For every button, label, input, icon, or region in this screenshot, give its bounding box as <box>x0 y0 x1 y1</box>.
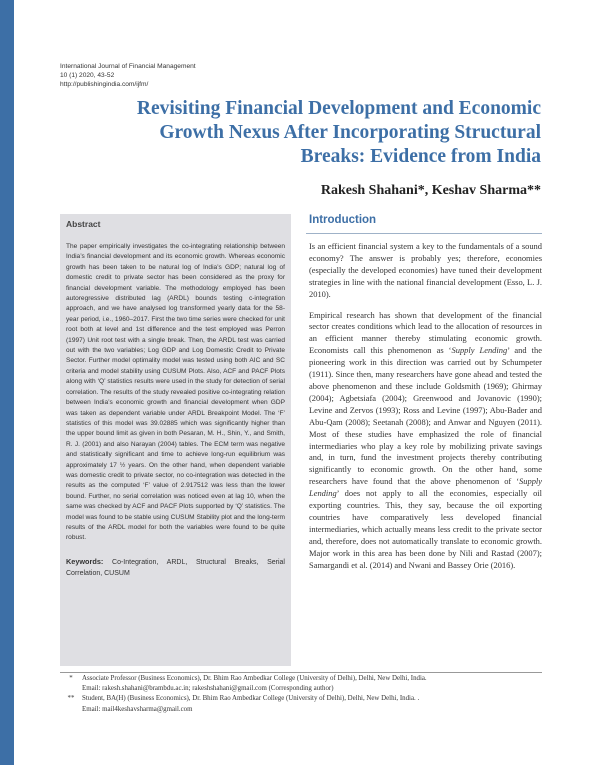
footnote-1-email: Email: rakesh.shahani@brambdu.ac.in; rakeshshahani@gmail.com (Corresponding author) <box>82 685 334 693</box>
footnote-2-email: Email: mail4keshavsharma@gmail.com <box>82 705 193 713</box>
paper-title <box>71 97 541 169</box>
intro-p2-part-a: Empirical research has shown that development of the financial sector creates conditions which lead to the allocation of resources in an efficient manner thereby stimulating economic growth. Economists call this phenomenon as ‘ <box>309 309 542 356</box>
keywords <box>66 556 285 579</box>
footnotes <box>60 674 542 715</box>
abstract-box <box>60 214 291 666</box>
intro-paragraph-2 <box>309 310 542 572</box>
abstract-body: The paper empirically investigates the co-integrating relationship between India’s financial development and its economic growth. Whereas economic growth has been taken to be natural log of India’s GDP; natural log of domestic credit to private sector has been considered as the proxy for financial development variable. The methodology employed has been autoregressive distributed lag (ARDL) bounds testing c-integration approach, and we have analysed log transformed yearly data for the 58-year period, i.e., 1960–2017. First the two time series were checked for unit root both at level and 1st difference and the test employed was Perron (1997) Unit root test with a single break. Then, the ARDL test was carried out with the two variables; Log GDP and Log Domestic Credit to Private Sector. Further model optimality model was tested using both AIC and SC criteria and model stability using CUSUM Plots. Also, ACF and PACF Plots along with ‘Q’ statistics results were used in the study for detection of serial correlation. The results of the study revealed positive co-integrating relation between India’s economic growth and financial development when GDP was taken as dependent variable under ARDL Breakpoint Model. The ‘F’ statistics of this model was 39.02885 which was significantly higher than the upper bound limit as given in both Pesaran, M. H., Shin, Y., and Smith, R. J. (2001) and also Narayan (2004) tables. The ECM term was negative and statistically significant and time to achieve long-run equilibrium was approximately 17 ½ years. On the other hand, when dependent variable was domestic credit to private sector, no co-integration was detected in the results as the computed ‘F’ value of 2.917512 was less than the lower bound. Further, no serial correlation was noticed even at lag 10, when the same was checked by ACF and PACF Plots supported by ‘Q’ statistics. The model was found to be stable using CUSUM Stability plot and the long-term results of the ARDL model for both the variables were found to be quite robust. <box>66 243 285 542</box>
author-line: Rakesh Shahani*, Keshav Sharma** <box>320 183 541 198</box>
footnote-1-mark: * <box>69 675 73 682</box>
journal-volume: 10 (1) 2020, 43-52 <box>60 71 115 79</box>
footnote-2-mark: ** <box>67 695 75 703</box>
footnote-1 <box>60 674 542 694</box>
intro-p2-part-c: ’ does not apply to all the economies, especially oil exporting countries. This, they say, because the oil exporting countries have comparatively less developed financial intermediaries, which actually means less credit to the private sector and, therefore, does not automatically translate to economic growth. Major work in this area has been done by Nili and Rastad (2007); Samargandi et al. (2014) and Nwani and Bassey Orie (2016). <box>309 488 542 570</box>
supply-lending-term-1: Supply Lending <box>451 345 508 356</box>
introduction-heading: Introduction <box>309 214 377 226</box>
journal-name: International Journal of Financial Management <box>60 63 196 70</box>
footnote-1-affiliation: Associate Professor (Business Economics), Dr. Bhim Rao Ambedkar College (University of Delhi), Delhi, New Delhi, India. <box>82 675 427 682</box>
journal-masthead <box>60 63 310 89</box>
footnote-rule <box>60 672 542 673</box>
intro-p2-part-b: ’ and the pioneering work in this direction was carried out by Schumpeter (1911). Since then, many researchers have gone ahead and tested the above phenomenon and these include Goldsmith (1969); Ghirmay (2004); Agbetsiafa (2004); Greenwood and Jovanovic (1990); Levine and Zervos (1993); Ross and Levine (1997); Abu-Bader and Abu-Qam (2008); Seetanah (2008); and Anwar and Nguyen (2011). Most of these studies have emphasized the role of financial intermediaries who play a key role by mobilizing private savings and, in turn, fund the investment projects thereby contributing significantly to economic growth. On the other hand, some researchers have found that the above phenomenon of ‘ <box>309 345 542 487</box>
title-line-2: Growth Nexus After Incorporating Structural <box>159 122 541 143</box>
keywords-label: Keywords: <box>66 556 104 566</box>
left-accent-bar <box>0 0 14 765</box>
abstract-heading: Abstract <box>66 219 101 229</box>
journal-url[interactable]: http://publishingindia.com/ijfm/ <box>60 80 149 88</box>
title-line-1: Revisiting Financial Development and Economic <box>136 98 541 119</box>
footnote-2-affiliation: Student, BA(H) (Business Economics), Dr. Bhim Rao Ambedkar College (University of Delhi), Delhi, New Delhi, India. . <box>82 695 420 703</box>
footnote-2 <box>60 694 542 714</box>
introduction-text <box>309 241 542 580</box>
title-line-3: Breaks: Evidence from India <box>300 146 541 167</box>
intro-paragraph-1: Is an efficient financial system a key to the fundamentals of a sound economy? The answer is probably yes; therefore, economies (especially the developed economies) have tuned their development strategies in line with the national financial development (Esso, L. J. 2010). <box>309 241 542 299</box>
keywords-list: Co-Integration, ARDL, Structural Breaks, Serial Correlation, CUSUM <box>66 558 285 577</box>
supply-lending-term-2: Supply Lending <box>309 476 542 499</box>
introduction-rule <box>306 233 542 234</box>
